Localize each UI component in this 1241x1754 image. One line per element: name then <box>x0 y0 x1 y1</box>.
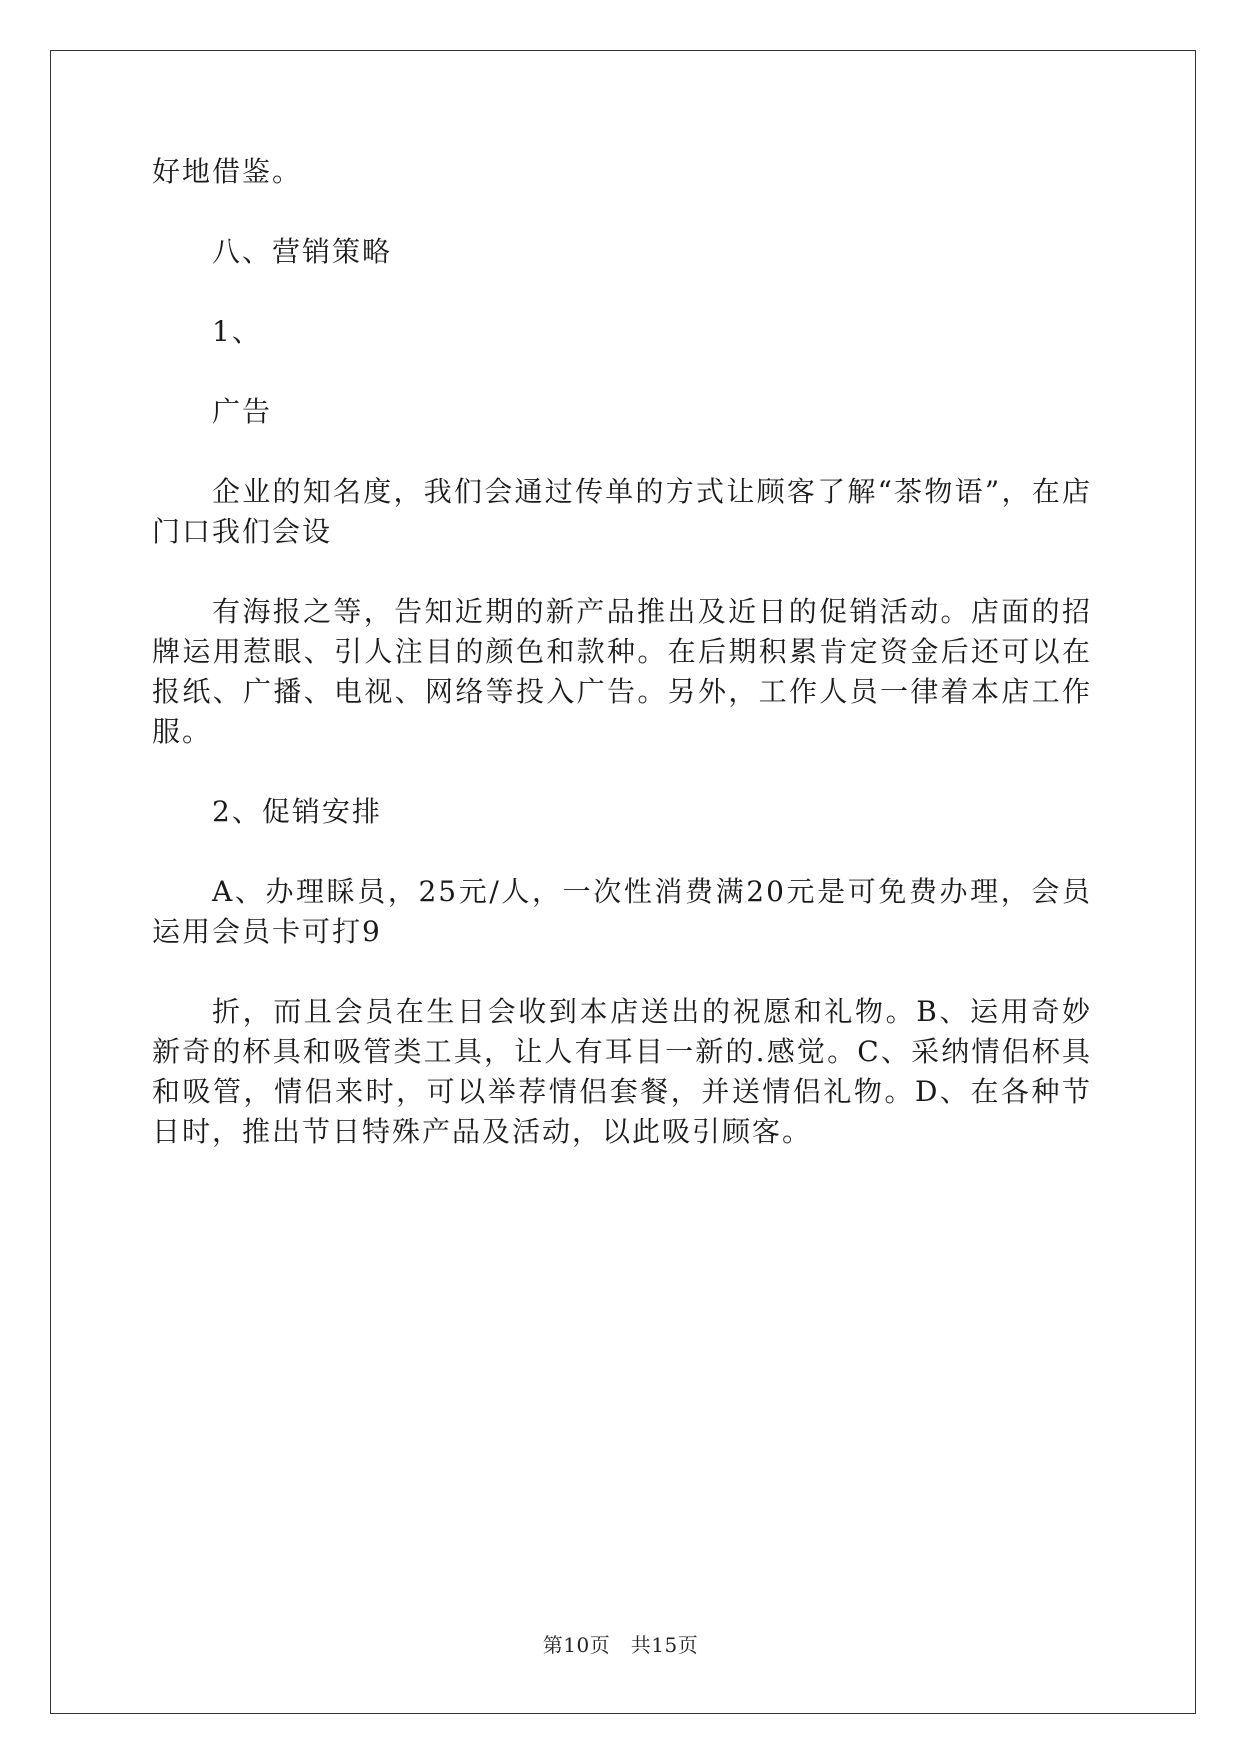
subheading: 2、促销安排 <box>212 795 382 828</box>
paragraph: 有海报之等，告知近期的新产品推出及近日的促销活动。店面的招牌运用惹眼、引人注目的颜色和款种。在后期积累肯定资金后还可以在报纸、广播、电视、网络等投入广告。另外，工作人员一律着本店工作服。 <box>152 595 1092 748</box>
paragraph: 好地借鉴。 <box>152 155 303 188</box>
page-number: 10 <box>563 1633 590 1657</box>
paragraph: 企业的知名度，我们会通过传单的方式让顾客了解“茶物语”，在店门口我们会设 <box>152 475 1092 548</box>
footer-middle: 页 共 <box>589 1633 652 1657</box>
document-body <box>152 152 1092 1192</box>
footer-prefix: 第 <box>542 1633 564 1657</box>
paragraph: A、办理睬员，25元/人，一次性消费满20元是可免费办理，会员运用会员卡可打9 <box>152 875 1092 948</box>
page-footer <box>0 1633 1241 1657</box>
section-heading: 八、营销策略 <box>212 235 393 268</box>
total-pages: 15 <box>651 1633 678 1657</box>
subheading: 广告 <box>212 395 273 428</box>
list-number: 1、 <box>212 315 262 348</box>
paragraph-list <box>152 152 1092 1152</box>
footer-suffix: 页 <box>677 1633 699 1657</box>
paragraph: 折，而且会员在生日会收到本店送出的祝愿和礼物。B、运用奇妙新奇的杯具和吸管类工具，让人有耳目一新的.感觉。C、采纳情侣杯具和吸管，情侣来时，可以举荐情侣套餐，并送情侣礼物。D、在各种节日时，推出节日特殊产品及活动，以此吸引顾客。 <box>152 995 1092 1148</box>
